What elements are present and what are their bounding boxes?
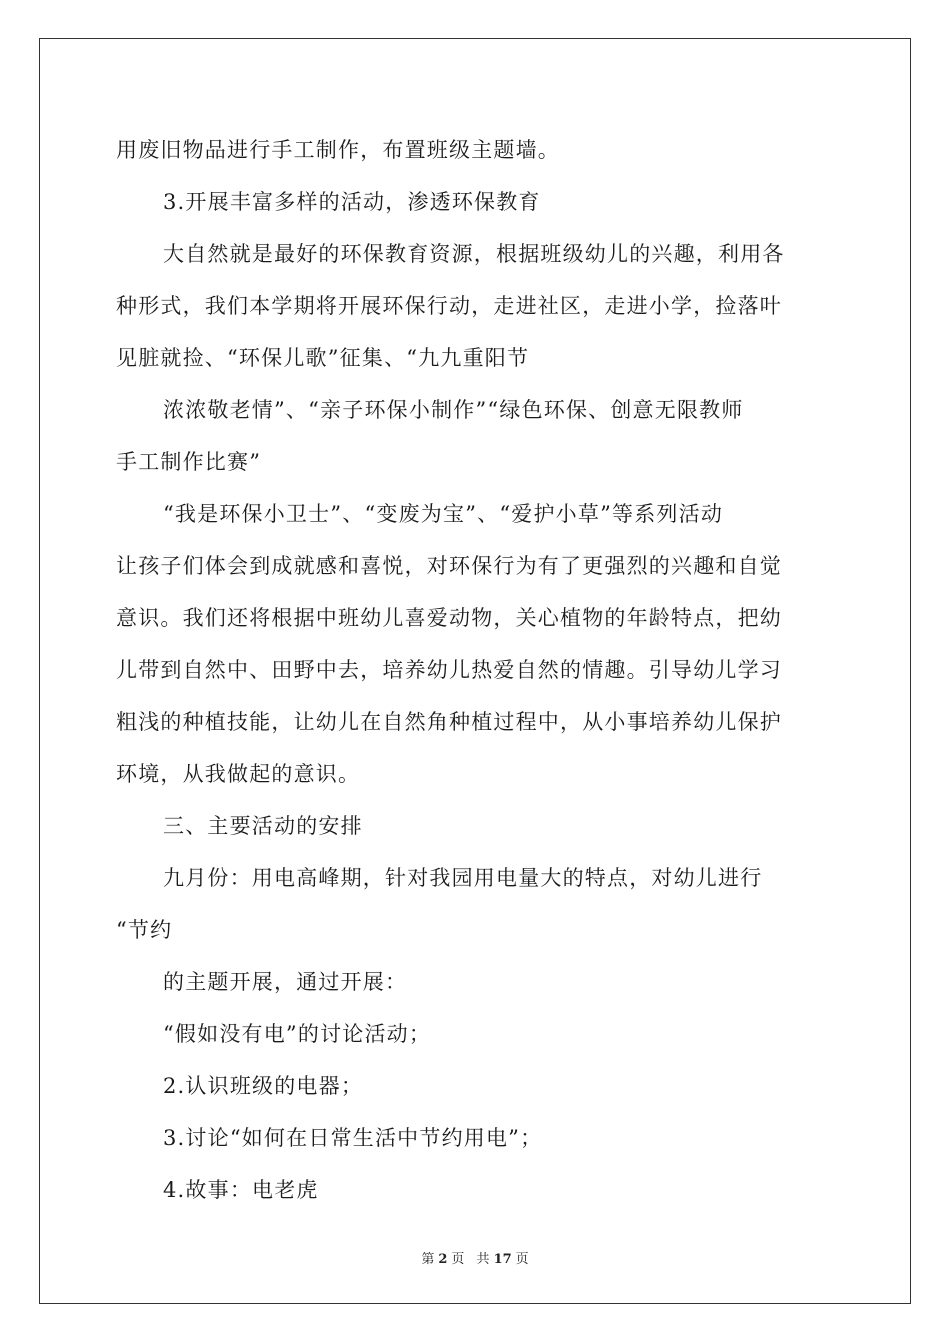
document-body (116, 124, 832, 1216)
text-line-17: 的主题开展，通过开展： (163, 970, 408, 994)
text-line-6: 浓浓敬老情”、“亲子环保小制作”“绿色环保、创意无限教师 (163, 398, 744, 422)
text-line-15: 九月份：用电高峰期，针对我园用电量大的特点，对幼儿进行 (163, 866, 763, 890)
text-line-4: 种形式，我们本学期将开展环保行动，走进社区，走进小学，捡落叶 (116, 294, 782, 318)
page-number: 第 2 页 (421, 1252, 465, 1267)
page-footer (0, 1248, 950, 1267)
text-line-12: 粗浅的种植技能，让幼儿在自然角种植过程中，从小事培养幼儿保护 (116, 710, 782, 734)
text-line-8: “我是环保小卫士”、“变废为宝”、“爱护小草”等系列活动 (163, 502, 724, 526)
text-line-13: 环境，从我做起的意识。 (116, 762, 361, 786)
text-line-1: 用废旧物品进行手工制作，布置班级主题墙。 (116, 138, 560, 162)
page-total: 共 17 页 (476, 1252, 529, 1267)
text-line-16: “节约 (116, 918, 173, 942)
list-item-2: 2.认识班级的电器； (163, 1074, 364, 1098)
list-item-4: 4.故事：电老虎 (163, 1178, 319, 1202)
text-line-3: 大自然就是最好的环保教育资源，根据班级幼儿的兴趣，利用各 (163, 242, 785, 266)
text-line-11: 儿带到自然中、田野中去，培养幼儿热爱自然的情趣。引导幼儿学习 (116, 658, 782, 682)
text-line-2: 3.开展丰富多样的活动，渗透环保教育 (163, 190, 541, 214)
text-line-10: 意识。我们还将根据中班幼儿喜爱动物，关心植物的年龄特点，把幼 (116, 606, 782, 630)
text-line-18: “假如没有电”的讨论活动； (163, 1022, 432, 1046)
text-line-7: 手工制作比赛” (116, 450, 262, 474)
section-heading: 三、主要活动的安排 (163, 814, 363, 838)
list-item-3: 3.讨论“如何在日常生活中节约用电”； (163, 1126, 543, 1150)
text-line-9: 让孩子们体会到成就感和喜悦，对环保行为有了更强烈的兴趣和自觉 (116, 554, 782, 578)
text-line-5: 见脏就捡、“环保儿歌”征集、“九九重阳节 (116, 346, 530, 370)
